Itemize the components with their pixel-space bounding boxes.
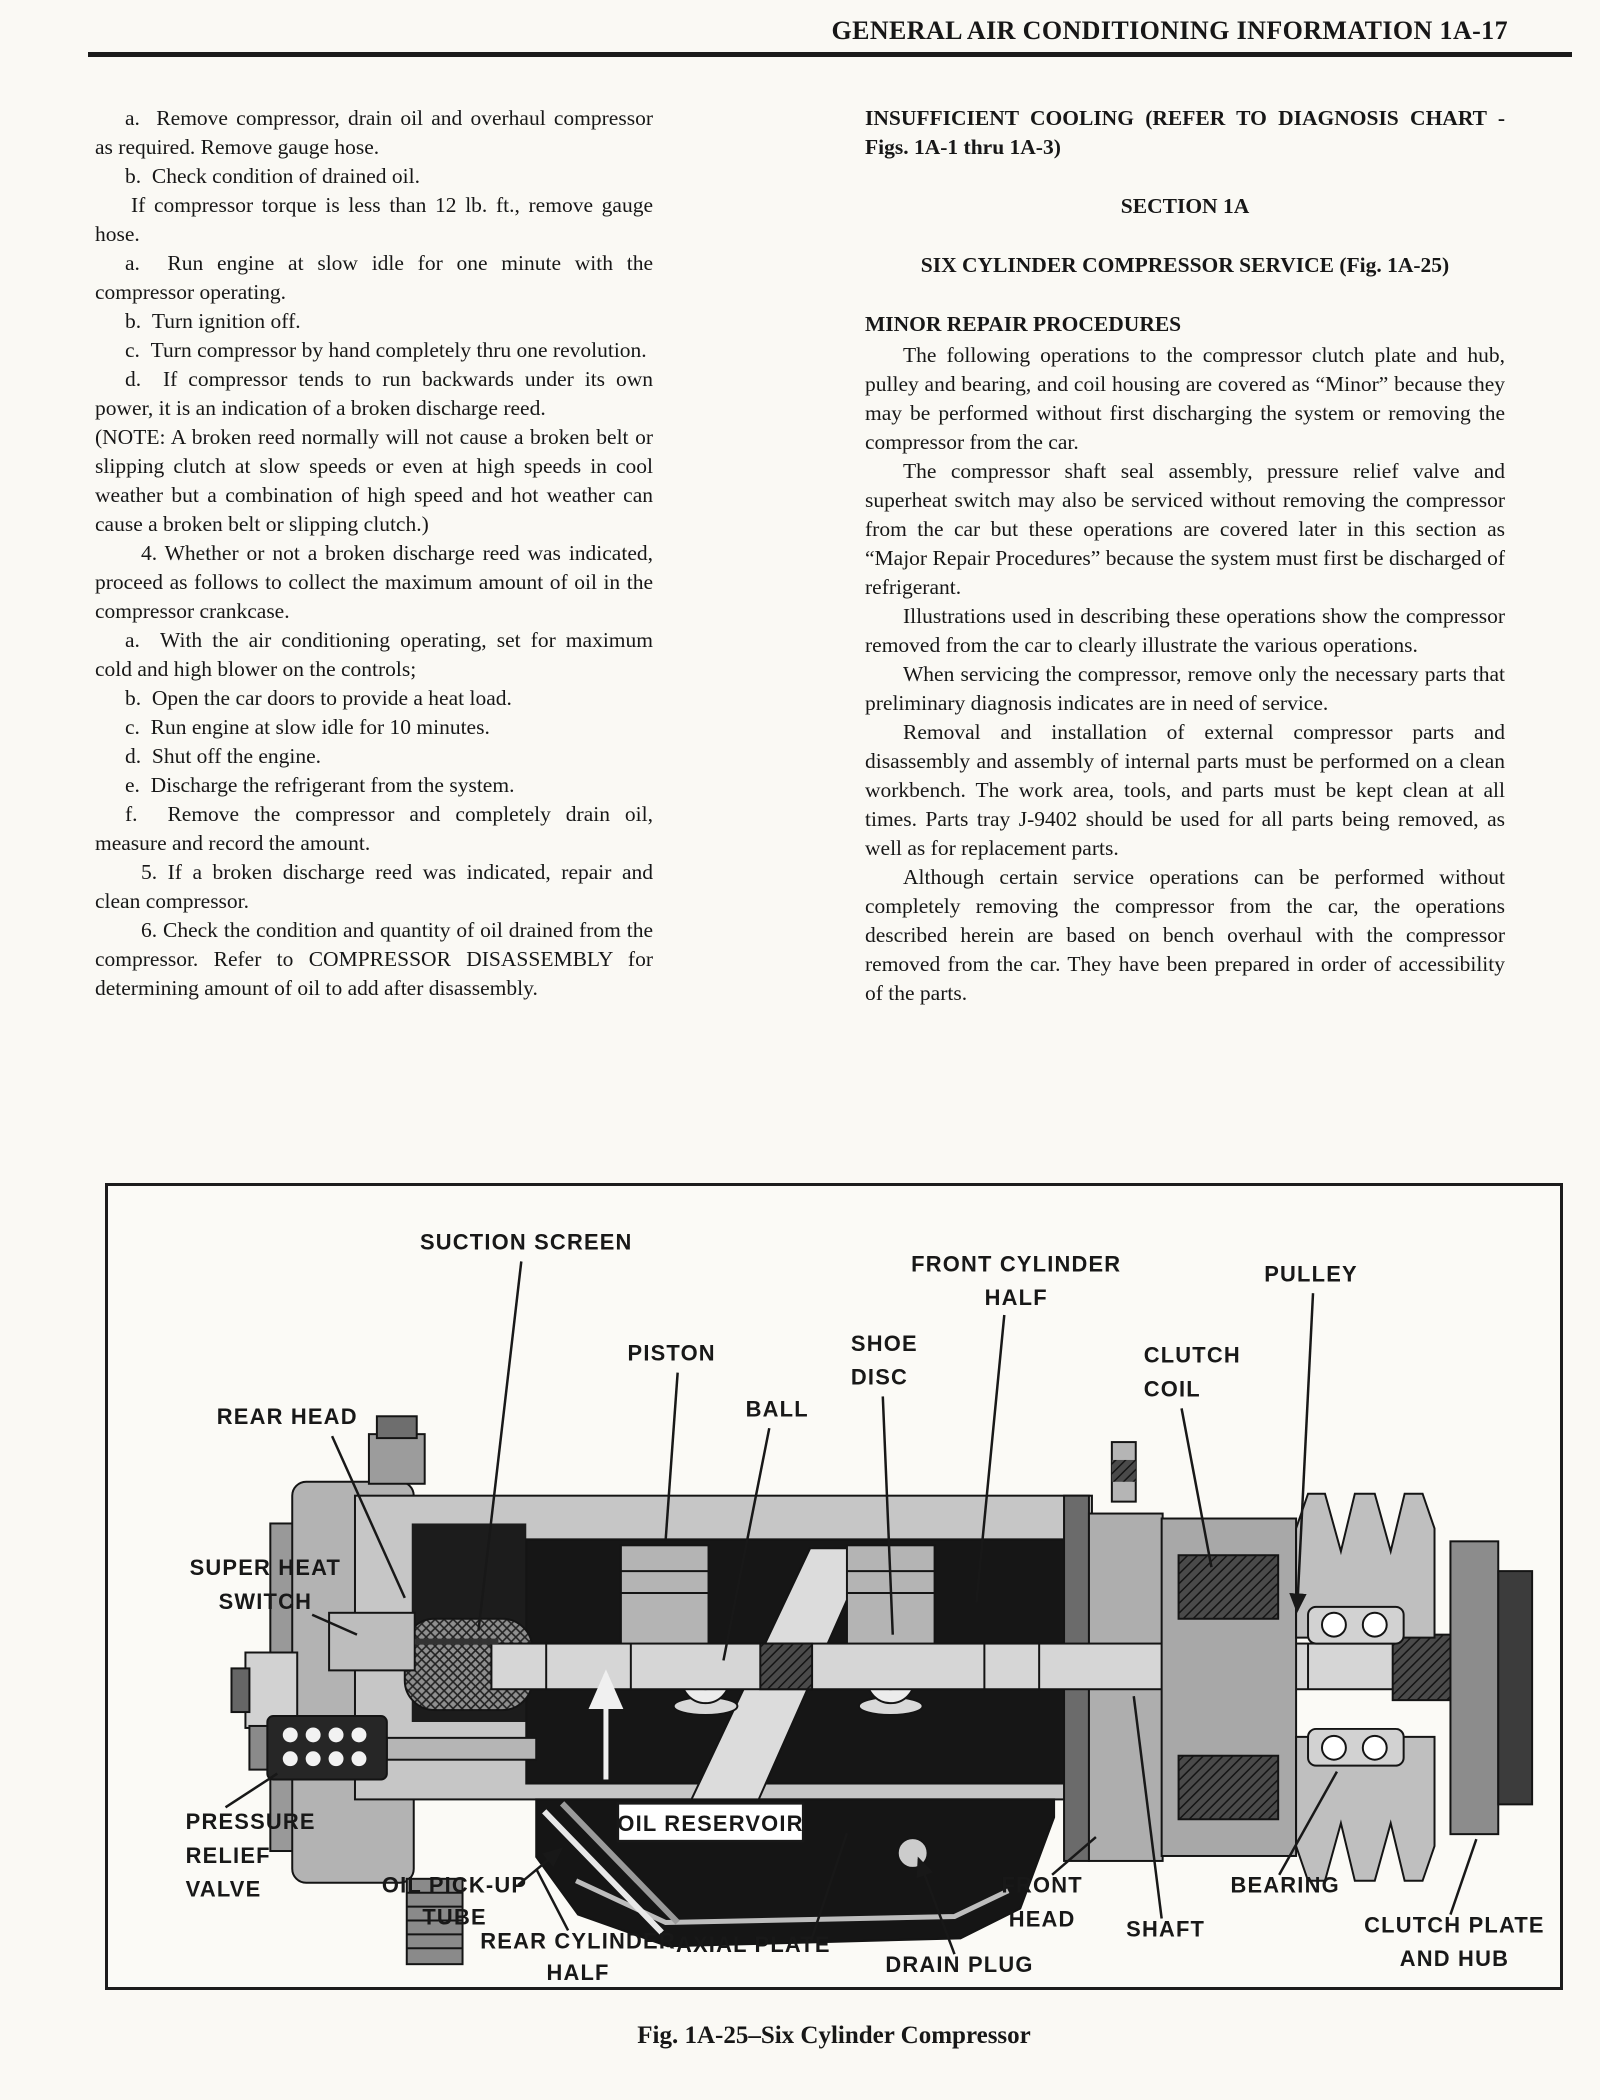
paragraph: c. Run engine at slow idle for 10 minutes.: [125, 715, 490, 739]
rear-head-label: REAR HEAD: [216, 1404, 358, 1430]
clutch-coil-label: CLUTCH: [1143, 1342, 1241, 1368]
front-cylinder-half-label: HALF: [984, 1285, 1048, 1311]
paragraph: b. Open the car doors to provide a heat load.: [125, 686, 512, 710]
shoe-disc-label: SHOE: [850, 1330, 918, 1356]
pulley-label: PULLEY: [1264, 1261, 1358, 1287]
paragraph: 4. Whether or not a broken discharge reed was indicated, proceed as follows to collect the maximum amount of oil in the compressor crankcase.: [95, 541, 653, 623]
clutch-plate-and-hub-label: CLUTCH PLATE: [1364, 1912, 1545, 1938]
paragraph: d. Shut off the engine.: [125, 744, 322, 768]
front-head-label: FRONT: [1001, 1872, 1083, 1898]
super-heat-switch-label: SUPER HEAT: [189, 1555, 342, 1581]
front-head-label: HEAD: [1008, 1906, 1076, 1932]
right-column: [865, 104, 1505, 1008]
section-heading: INSUFFICIENT COOLING (REFER TO DIAGNOSIS CHART - Figs. 1A-1 thru 1A-3): [865, 106, 1505, 159]
section-heading: MINOR REPAIR PROCEDURES: [865, 312, 1182, 336]
piston-label: PISTON: [627, 1340, 716, 1366]
paragraph: (NOTE: A broken reed normally will not cause a broken belt or slipping clutch at slow speeds or even at high speeds in cool weather but a combination of high speed and hot weather can cause a broken belt or slipping clutch.): [95, 425, 653, 536]
oil-pick-up-tube-label: TUBE: [422, 1904, 487, 1930]
clutch-plate-and-hub-leader: [1450, 1839, 1476, 1914]
paragraph: 6. Check the condition and quantity of oil drained from the compressor. Refer to COMPRESSOR DISASSEMBLY for determining amount of oil to add after disassembly.: [95, 918, 653, 1000]
paragraph: If compressor torque is less than 12 lb. ft., remove gauge hose.: [95, 193, 653, 246]
super-heat-switch-label: SWITCH: [218, 1588, 313, 1614]
oil-reservoir-label: OIL RESERVOIR: [617, 1811, 804, 1837]
rear-cylinder-half-label: REAR CYLINDER: [480, 1928, 676, 1954]
front-cylinder-half-label: FRONT CYLINDER: [911, 1251, 1122, 1277]
bearing-label: BEARING: [1230, 1872, 1340, 1898]
text-columns: [95, 104, 1505, 1008]
paragraph: When servicing the compressor, remove only the necessary parts that preliminary diagnosis indicates are in need of service.: [865, 662, 1505, 715]
pressure-relief-valve-label: PRESSURE: [185, 1809, 316, 1835]
suction-screen-label: SUCTION SCREEN: [419, 1229, 633, 1255]
paragraph: a. Run engine at slow idle for one minute with the compressor operating.: [95, 251, 653, 304]
section-heading: SECTION 1A: [1120, 194, 1250, 218]
ball-label: BALL: [745, 1396, 809, 1422]
figure-canvas: [108, 1186, 1560, 1987]
axial-plate-label: AXIAL PLATE: [675, 1932, 831, 1958]
paragraph: The following operations to the compressor clutch plate and hub, pulley and bearing, and coil housing are covered as “Minor” because they may be performed without first discharging the system or removing the compressor from the car.: [865, 343, 1505, 454]
paragraph: a. Remove compressor, drain oil and overhaul compressor as required. Remove gauge hose.: [95, 106, 653, 159]
pressure-relief-valve-label: RELIEF: [185, 1842, 271, 1868]
header-rule: [88, 52, 1572, 57]
page-header: GENERAL AIR CONDITIONING INFORMATION 1A-17: [831, 16, 1508, 45]
paragraph: 5. If a broken discharge reed was indicated, repair and clean compressor.: [95, 860, 653, 913]
paragraph: e. Discharge the refrigerant from the system.: [125, 773, 515, 797]
paragraph: Removal and installation of external compressor parts and disassembly and assembly of internal parts must be performed on a clean workbench. The work area, tools, and parts must be kept clean at all times. Parts tray J-9402 should be used for all parts being removed, as well as for replacement parts.: [865, 720, 1505, 860]
figure-caption: Fig. 1A-25–Six Cylinder Compressor: [637, 2022, 1031, 2049]
figure-box: [105, 1183, 1563, 1990]
paragraph: Illustrations used in describing these operations show the compressor removed from the car to clearly illustrate the various operations.: [865, 604, 1505, 657]
section-heading: SIX CYLINDER COMPRESSOR SERVICE (Fig. 1A-25): [920, 253, 1450, 277]
drain-plug-label: DRAIN PLUG: [885, 1952, 1034, 1978]
rear-cylinder-half-label: HALF: [546, 1960, 610, 1986]
paragraph: b. Turn ignition off.: [125, 309, 301, 333]
paragraph: a. With the air conditioning operating, set for maximum cold and high blower on the controls;: [95, 628, 653, 681]
paragraph: c. Turn compressor by hand completely thru one revolution.: [125, 338, 647, 362]
pressure-relief-valve-label: VALVE: [185, 1876, 262, 1902]
shoe-disc-label: DISC: [850, 1364, 909, 1390]
paragraph: Although certain service operations can be performed without completely removing the compressor from the car, the operations described herein are based on bench overhaul with the compressor removed from the car. They have been prepared in order of accessibility of the parts.: [865, 865, 1505, 1005]
paragraph: b. Check condition of drained oil.: [125, 164, 420, 188]
shaft-label: SHAFT: [1126, 1916, 1206, 1942]
paragraph: d. If compressor tends to run backwards under its own power, it is an indication of a broken discharge reed.: [95, 367, 653, 420]
clutch-coil-label: COIL: [1143, 1376, 1201, 1402]
oil-pick-up-tube-label: OIL PICK-UP: [381, 1872, 528, 1898]
left-column: [95, 104, 653, 1008]
clutch-plate-and-hub-label: AND HUB: [1399, 1946, 1510, 1972]
paragraph: The compressor shaft seal assembly, pressure relief valve and superheat switch may also be serviced without removing the compressor from the car but these operations are covered later in this section as “Major Repair Procedures” because the system must first be discharged of refrigerant.: [865, 459, 1505, 599]
paragraph: f. Remove the compressor and completely drain oil, measure and record the amount.: [95, 802, 653, 855]
